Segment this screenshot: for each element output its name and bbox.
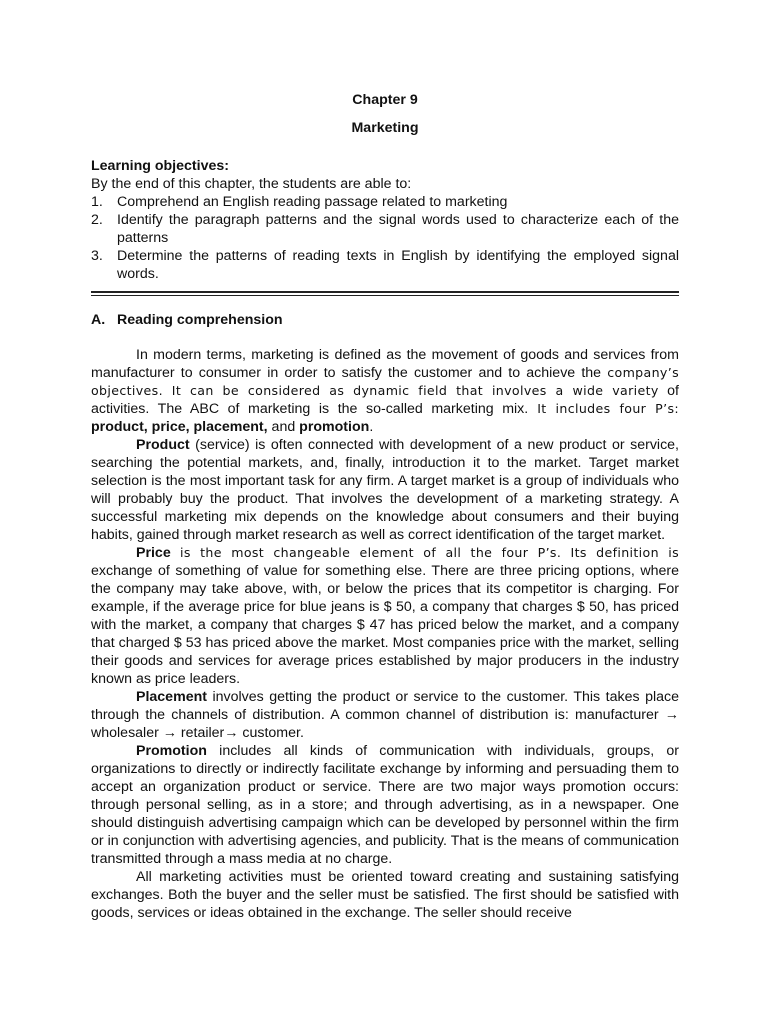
reading-passage bbox=[91, 346, 679, 922]
list-item bbox=[91, 211, 679, 247]
section-title: Reading comprehension bbox=[117, 312, 283, 328]
paragraph-text: company’s objectives. It can be considered as dynamic field that involves a wide variety bbox=[91, 365, 679, 398]
paragraph-text: exchange of something of value for something else. There are three pricing options, where the company may take above, with, or below the prices that its competitor is charging. For example, if the average price for blue jeans is $ 50, a company that charges $ 50, has priced with the market, a company that charges $ 47 has priced below the market, and a company that charged $ 53 has priced above the market. Most companies price with the market, selling their goods and services for average prices established by major producers in the industry known as price leaders. bbox=[91, 563, 679, 687]
paragraph-activities bbox=[91, 868, 679, 922]
section-divider bbox=[91, 291, 679, 296]
bold-term: Product bbox=[136, 437, 190, 453]
paragraph-text: is the most changeable element of all the four P’s. Its definition is bbox=[170, 545, 679, 560]
section-letter: A. bbox=[91, 312, 106, 328]
paragraph-price bbox=[91, 544, 679, 688]
objectives-heading: Learning objectives: bbox=[91, 158, 229, 174]
list-item bbox=[91, 193, 679, 211]
paragraph-text: It includes four P’s: bbox=[528, 401, 679, 416]
paragraph-text: and bbox=[267, 419, 300, 435]
bold-term: Placement bbox=[136, 689, 207, 705]
document-page bbox=[91, 91, 679, 922]
paragraph-text: All marketing activities must be oriented toward creating and sustaining satisfying exchanges. Both the buyer and the seller must be satisfied. The first should be satisfied with goods, services or ideas obtained in the exchange. The seller should receive bbox=[91, 869, 679, 921]
bold-term: Price bbox=[136, 545, 171, 561]
paragraph-placement bbox=[91, 688, 679, 742]
list-item bbox=[91, 247, 679, 283]
list-item-text: Comprehend an English reading passage related to marketing bbox=[117, 194, 508, 210]
bold-term: promotion bbox=[299, 419, 370, 435]
bold-term: Promotion bbox=[136, 743, 207, 759]
paragraph-promotion bbox=[91, 742, 679, 868]
list-item-text: Identify the paragraph patterns and the signal words used to characterize each of the patterns bbox=[117, 212, 679, 246]
paragraph-intro bbox=[91, 346, 679, 436]
paragraph-text: involves getting the product or service to the customer. This takes place through the channels of distribution. A common channel of distribution is: manufacturer → wholesaler → retailer→ customer. bbox=[91, 689, 679, 741]
list-item-number: 2. bbox=[91, 212, 103, 228]
paragraph-text: includes all kinds of communication with individuals, groups, or organizations to directly or indirectly facilitate exchange by informing and persuading them to accept an organization product or service. There are two major ways promotion occurs: through personal selling, as in a store; and through advertising, as in a newspaper. One should distinguish advertising campaign which can be developed by personnel within the firm or in conjunction with advertising agencies, and publicity. That is the means of communication transmitted through a mass media at no charge. bbox=[91, 743, 679, 867]
paragraph-text: In modern terms, marketing is defined as the movement of goods and services from manufacturer to consumer in order to satisfy the customer and to achieve the bbox=[91, 347, 679, 381]
section-heading bbox=[91, 311, 679, 329]
list-item-text: Determine the patterns of reading texts in English by identifying the employed signal words. bbox=[117, 248, 679, 282]
objectives-list bbox=[91, 193, 679, 283]
list-item-number: 1. bbox=[91, 194, 103, 210]
chapter-title: Marketing bbox=[351, 120, 419, 136]
paragraph-text: of activities. The ABC of marketing is the so-called marketing mix. bbox=[91, 383, 679, 417]
objectives-intro: By the end of this chapter, the students are able to: bbox=[91, 176, 412, 192]
chapter-number: Chapter 9 bbox=[352, 92, 418, 108]
paragraph-text: . bbox=[369, 419, 374, 435]
list-item-number: 3. bbox=[91, 248, 103, 264]
bold-term: product, price, placement, bbox=[91, 419, 268, 435]
paragraph-product bbox=[91, 436, 679, 544]
paragraph-text: (service) is often connected with development of a new product or service, searching the potential markets, and, finally, introduction it to the market. Target market selection is the most important task for any firm. A target market is a group of individuals who will probably buy the product. That involves the development of a marketing strategy. A successful marketing mix depends on the knowledge about consumers and their buying habits, gained through market research as well as correct identification of the target market. bbox=[91, 437, 679, 543]
